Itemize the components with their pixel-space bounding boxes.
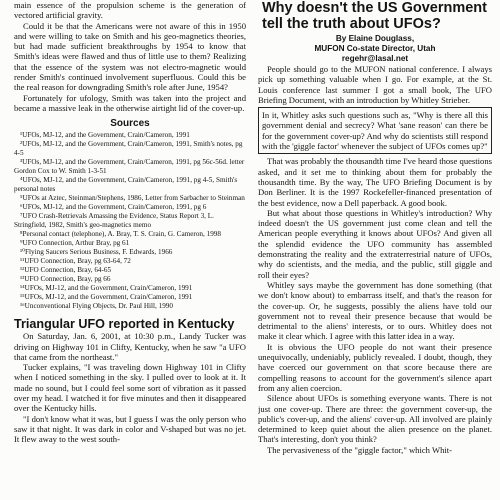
byline-name: By Elaine Douglass, — [335, 34, 415, 43]
byline-email: regehr@lasal.net — [341, 54, 409, 63]
body-paragraph-2: That was probably the thousandth time I've heard those questions asked, and it set me to thinking about them for probably the thousandth time. By the way, The UFO Briefing Document is by Don Berliner. It is the 1997 Rockefeller-financed presentation of the best evidence, now a Dell paperback. A good book. — [258, 156, 492, 208]
boxed-quote: In it, Whitley asks such questions such as, "Why is there all this government denial and secrecy? What 'sane reason' can there be for the government cover-up? And why do scientists still respond with the 'giggle factor' whenever the subject of UFOs comes up?" — [258, 107, 492, 154]
source-item: ⁹UFO Connection, Arthur Bray, pg 61 — [20, 239, 130, 248]
source-item: ¹UFOs, MJ-12, and the Government, Crain/Cameron, 1991 — [20, 131, 190, 140]
intro-paragraph-3: Fortunately for ufology, Smith was taken into the project and became a massive leak in the otherwise airtight lid of the cover-up. — [14, 92, 246, 113]
byline-org: MUFON Co-state Director, Utah — [314, 44, 436, 53]
kentucky-article-heading: Triangular UFO reported in Kentucky — [14, 317, 235, 332]
source-item: ⁸Personal contact (telephone), A. Bray, T. S. Crain, G. Cameron, 1998 — [20, 230, 221, 239]
left-column — [14, 0, 246, 500]
body-paragraph-7: The pervasiveness of the "giggle factor," which Whit- — [267, 444, 453, 455]
right-column — [258, 0, 492, 500]
source-item: ¹⁴UFOs, MJ-12, and the Government, Crain/Cameron, 1991 — [20, 284, 193, 293]
article-title: Why doesn't the US Government tell the truth about UFOs? — [262, 0, 487, 32]
source-item: ¹⁶Unconventional Flying Objects, Dr. Paul Hill, 1990 — [20, 302, 173, 311]
body-paragraph-5: It is obvious the UFO people do not want their presence unequivocally, undeniably, publicly revealed. I doubt, though, they have coerced our government on that score because there are compelling reasons to account for the government's silence apart from any alien coercion. — [258, 341, 492, 393]
source-item: ¹³UFO Connection, Bray, pg 66 — [20, 275, 111, 284]
source-item: ⁷UFO Crash-Retrievals Amassing the Evidence, Status Report 3, L. Stringfield, 1982, Smith's geo-magnetics memo — [14, 212, 214, 230]
intro-paragraph-2: Could it be that the Americans were not aware of this in 1950 and were willing to take on Smith and his geo-magnetics theories, but had made sufficient breakthroughs by 1954 to know that Smith's ideas were flawed and thus of little use to them? Realizing that the essence of the system was not electro-magnetic would render Smith's continued involvement superfluous. Could this be the real reason for downgrading Smith's role after June, 1954? — [14, 20, 246, 93]
source-item: ¹⁵UFOs, MJ-12, and the Government, Crain/Cameron, 1991 — [20, 293, 193, 302]
kentucky-paragraph-1: On Saturday, Jan. 6, 2001, at 10:30 p.m., Landy Tucker was driving on Highway 101 in Clifty, Kentucky, when he saw "a UFO that came from the northeast." — [14, 331, 246, 362]
sources-list — [14, 131, 246, 311]
kentucky-paragraph-3: "I don't know what it was, but I guess I was the only person who saw it that night. It was dark in color and V-shaped but was no jet. It flew away to the west south- — [14, 413, 246, 445]
source-item: ⁶UFOs, MJ-12, and the Government, Crain/Cameron, 1991, pg 6 — [20, 203, 207, 212]
source-item: ¹⁰Flying Saucers Serious Business, F. Edwards, 1966 — [20, 248, 173, 257]
body-paragraph-4: Whitley says maybe the government has done something (that we don't know about) to embarrass itself, and that's the reason for the cover-up. Or, he suggests, possibly the aliens have told our government not to reveal their presence because that would be detrimental to the aliens' interests, or to ours. Whitley does not make it clear which. I agree with this latter idea in a way. — [258, 279, 492, 342]
source-item: ³UFOs, MJ-12, and the Government, Crain/Cameron, 1991, pg 56c-56d. letter Gordon Cox to W. Smith 1-3-51 — [14, 158, 245, 176]
source-item: ⁴UFOs, MJ-12, and the Government, Crain/Cameron, 1991, pg 4-5, Smith's personal notes — [14, 176, 238, 194]
intro-paragraph-1: main essence of the propulsion scheme is the generation of vectored artificial gravity. — [14, 0, 246, 21]
source-item: ⁵UFOs at Aztec, Steinman/Stephens, 1986, Letter from Sarbacher to Steinman — [20, 194, 245, 203]
sources-heading: Sources — [110, 118, 150, 130]
body-paragraph-1: People should go to the MUFON national conference. I always pick up something valuable when I go. For example, at the St. Louis conference last summer I got a small book, The UFO Briefing Document, with an introduction by Whitley Strieber. — [258, 64, 492, 105]
body-paragraph-3: But what about those questions in Whitley's introduction? Why indeed doesn't the US government just come clean and tell the American people everything it knows about UFOs? And given all the splendid evidence the UFO community has assembled demonstrating the reality and the extraterrestrial nature of UFOs, why do scientists, and the media, and the public, still giggle and roll their eyes? — [258, 207, 492, 280]
source-item: ¹¹UFO Connection, Bray, pg 63-64, 72 — [20, 257, 131, 266]
source-item: ¹²UFO Connection, Bray, 64-65 — [20, 266, 112, 275]
source-item: ²UFOs, MJ-12, and the Government, Crain/Cameron, 1991, Smith's notes, pg 4-5 — [14, 140, 243, 158]
kentucky-paragraph-2: Tucker explains, "I was traveling down Highway 101 in Clifty when I noticed something in the sky. I pulled over to look at it. It made no sound, but I could feel some sort of vibration as it passed over my head. I watched it for five minutes and then it disappeared over the Kentucky hills. — [14, 362, 246, 414]
body-paragraph-6: Silence about UFOs is something everyone wants. There is not just one cover-up. There are three: the government cover-up, the public's cover-up, and the aliens' cover-up. All involved are plainly determined to keep quiet about the alien presence on the planet. That's interesting, don't you think? — [258, 393, 492, 445]
